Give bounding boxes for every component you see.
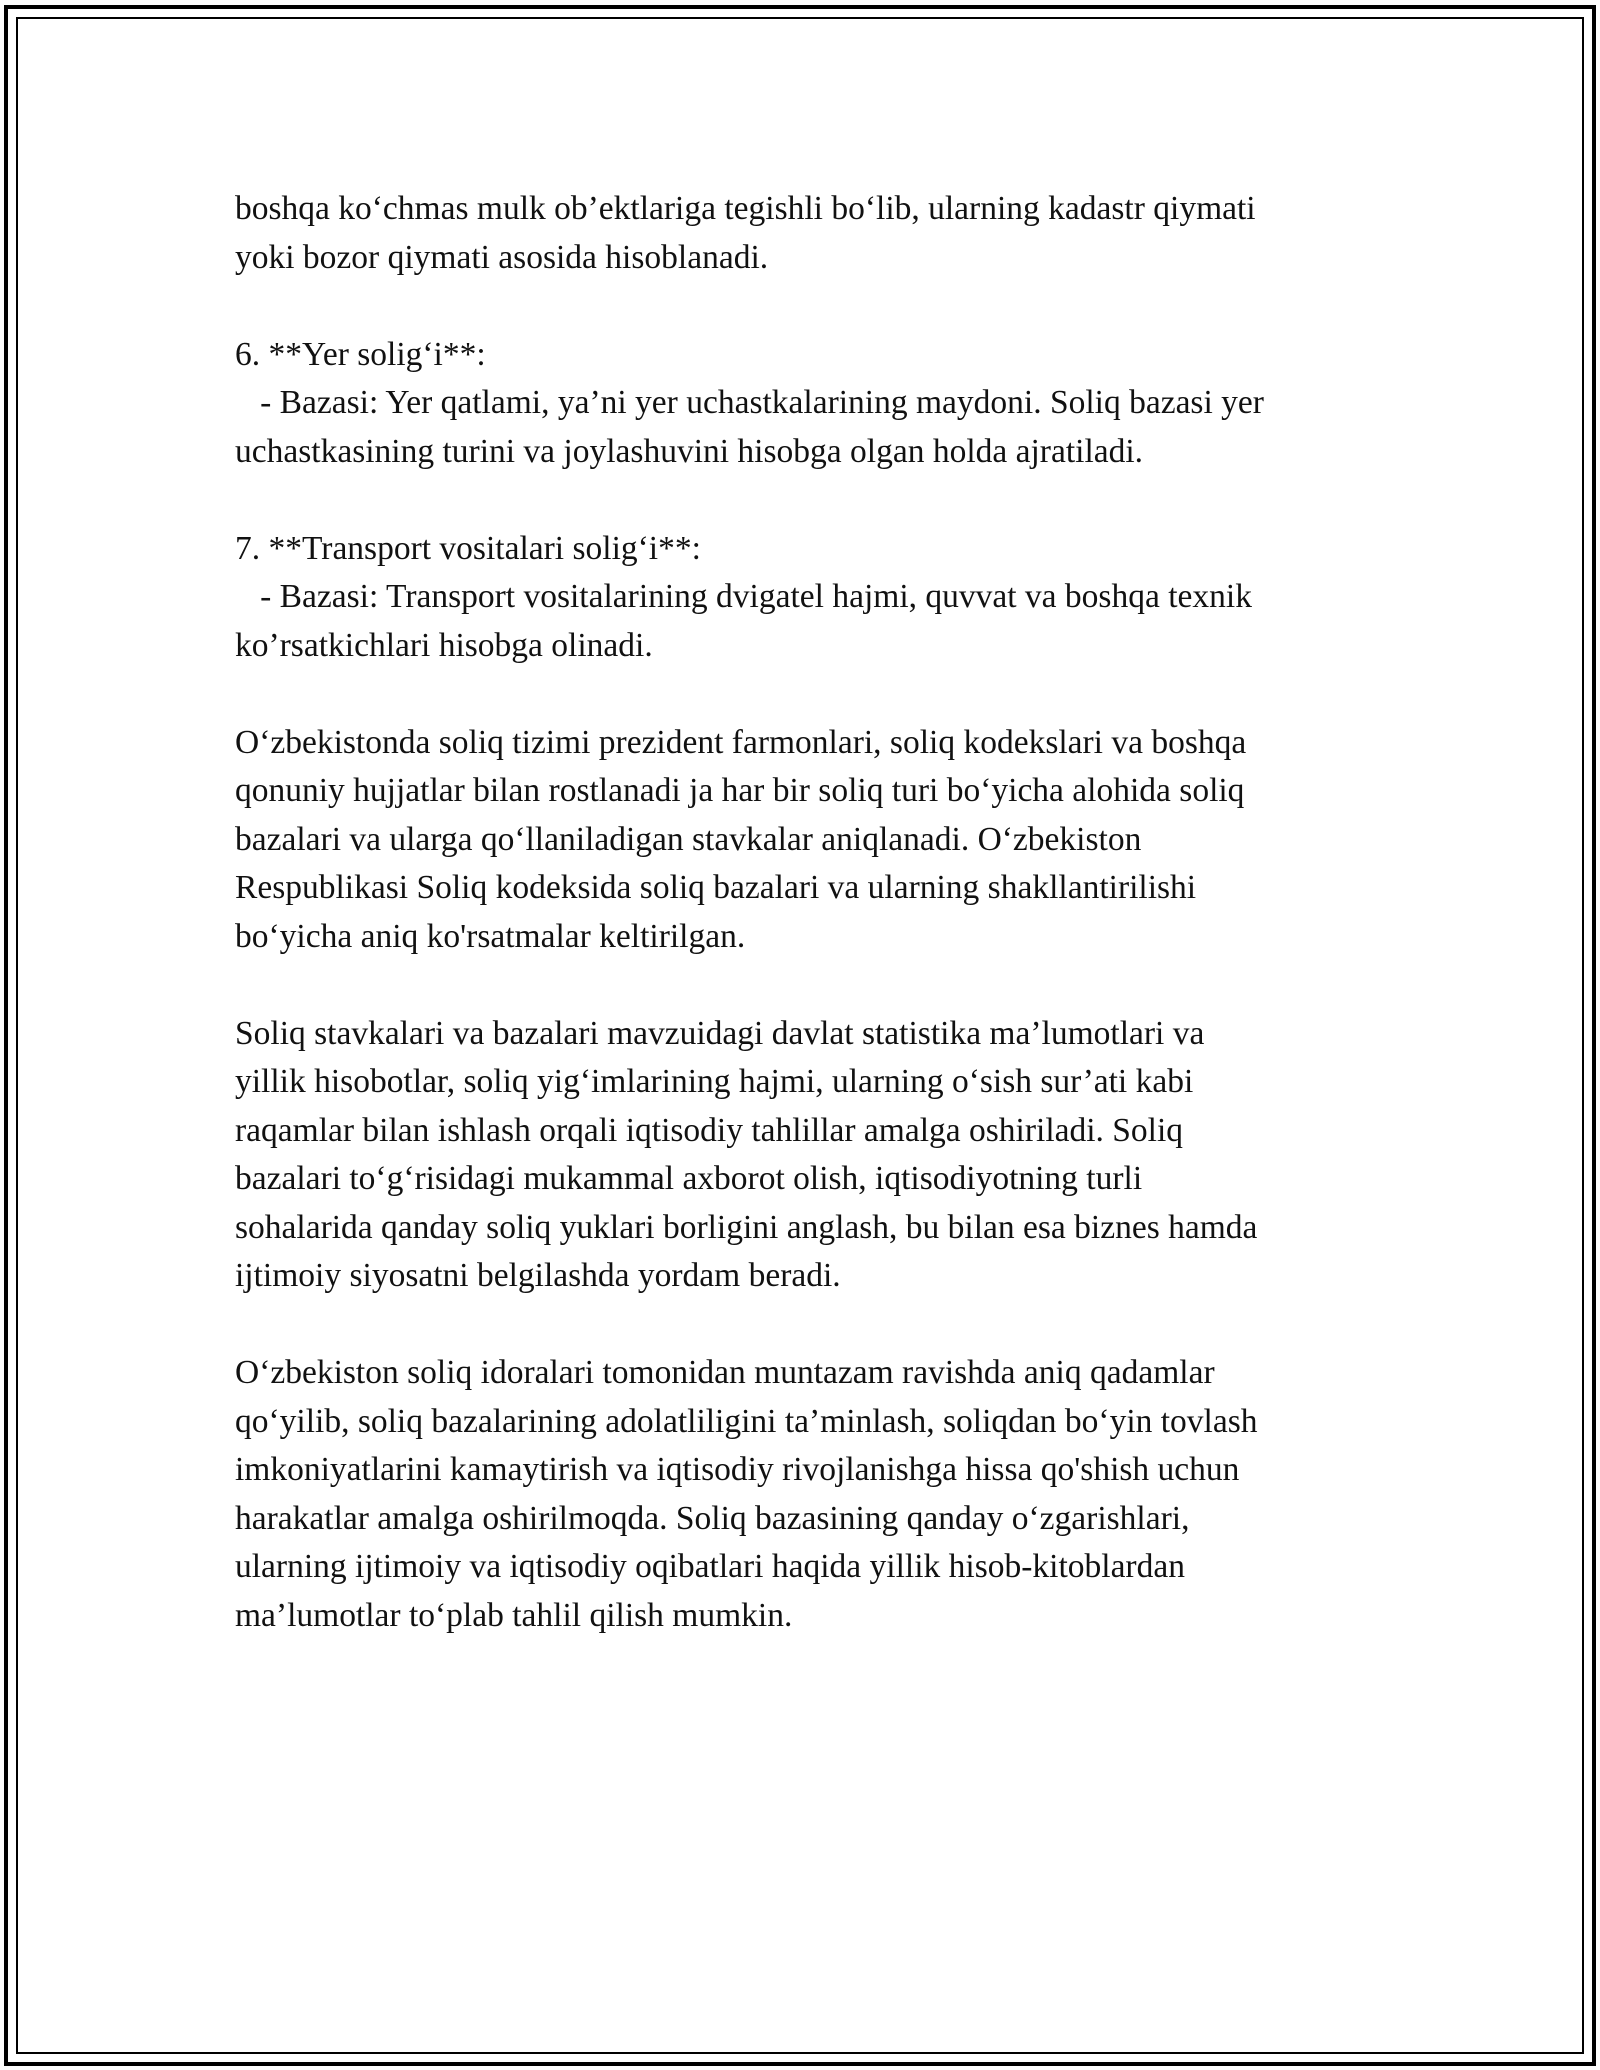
text-line: ko’rsatkichlari hisobga olinadi.: [235, 626, 653, 664]
paragraph-land-tax: [235, 331, 1405, 477]
list-item-heading: 7. **Transport vositalari solig‘i**:: [235, 529, 701, 567]
paragraph-tax-system: [235, 719, 1405, 962]
text-line: O‘zbekistonda soliq tizimi prezident farmonlari, soliq kodekslari va boshqa: [235, 723, 1247, 761]
text-line: yillik hisobotlar, soliq yig‘imlarining hajmi, ularning o‘sish sur’ati kabi: [235, 1063, 1194, 1100]
text-line: qonuniy hujjatlar bilan rostlanadi ja har bir soliq turi bo‘yicha alohida soliq: [235, 772, 1245, 809]
text-line: - Bazasi: Yer qatlami, ya’ni yer uchastkalarining maydoni. Soliq bazasi yer: [235, 384, 1264, 421]
text-line: harakatlar amalga oshirilmoqda. Soliq bazasining qanday o‘zgarishlari,: [235, 1499, 1190, 1537]
text-line: Respublikasi Soliq kodeksida soliq bazalari va ularning shakllantirilishi: [235, 869, 1197, 906]
paragraph-transport-tax: [235, 525, 1405, 671]
text-line: ularning ijtimoiy va iqtisodiy oqibatlari haqida yillik hisob-kitoblardan: [235, 1548, 1185, 1585]
paragraph-statistics: [235, 1010, 1405, 1301]
text-line: bazalari to‘g‘risidagi mukammal axborot olish, iqtisodiyotning turli: [235, 1160, 1143, 1197]
text-line: yoki bozor qiymati asosida hisoblanadi.: [235, 238, 769, 276]
text-line: boshqa ko‘chmas mulk ob’ektlariga tegishli bo‘lib, ularning kadastr qiymati: [235, 190, 1256, 227]
text-line: ma’lumotlar to‘plab tahlil qilish mumkin.: [235, 1596, 793, 1634]
text-line: imkoniyatlarini kamaytirish va iqtisodiy rivojlanishga hissa qo'shish uchun: [235, 1451, 1240, 1488]
text-line: Soliq stavkalari va bazalari mavzuidagi davlat statistika ma’lumotlari va: [235, 1014, 1205, 1052]
list-item-heading: 6. **Yer solig‘i**:: [235, 335, 486, 373]
text-line: bazalari va ularga qo‘llaniladigan stavkalar aniqlanadi. O‘zbekiston: [235, 820, 1142, 858]
text-line: uchastkasining turini va joylashuvini hisobga olgan holda ajratiladi.: [235, 432, 1144, 470]
text-line: O‘zbekiston soliq idoralari tomonidan muntazam ravishda aniq qadamlar: [235, 1354, 1215, 1391]
text-line: ijtimoiy siyosatni belgilashda yordam beradi.: [235, 1257, 841, 1294]
text-line: sohalarida qanday soliq yuklari borligini anglash, bu bilan esa biznes hamda: [235, 1208, 1258, 1246]
paragraph-property-tax-continuation: [235, 185, 1405, 282]
text-line: bo‘yicha aniq ko'rsatmalar keltirilgan.: [235, 917, 746, 955]
text-line: raqamlar bilan ishlash orqali iqtisodiy tahlillar amalga oshiriladi. Soliq: [235, 1111, 1184, 1149]
text-line: qo‘yilib, soliq bazalarining adolatliligini ta’minlash, soliqdan bo‘yin tovlash: [235, 1402, 1258, 1440]
paragraph-tax-authorities: [235, 1349, 1405, 1640]
document-body: [235, 185, 1405, 1689]
text-line: - Bazasi: Transport vositalarining dvigatel hajmi, quvvat va boshqa texnik: [235, 578, 1252, 615]
